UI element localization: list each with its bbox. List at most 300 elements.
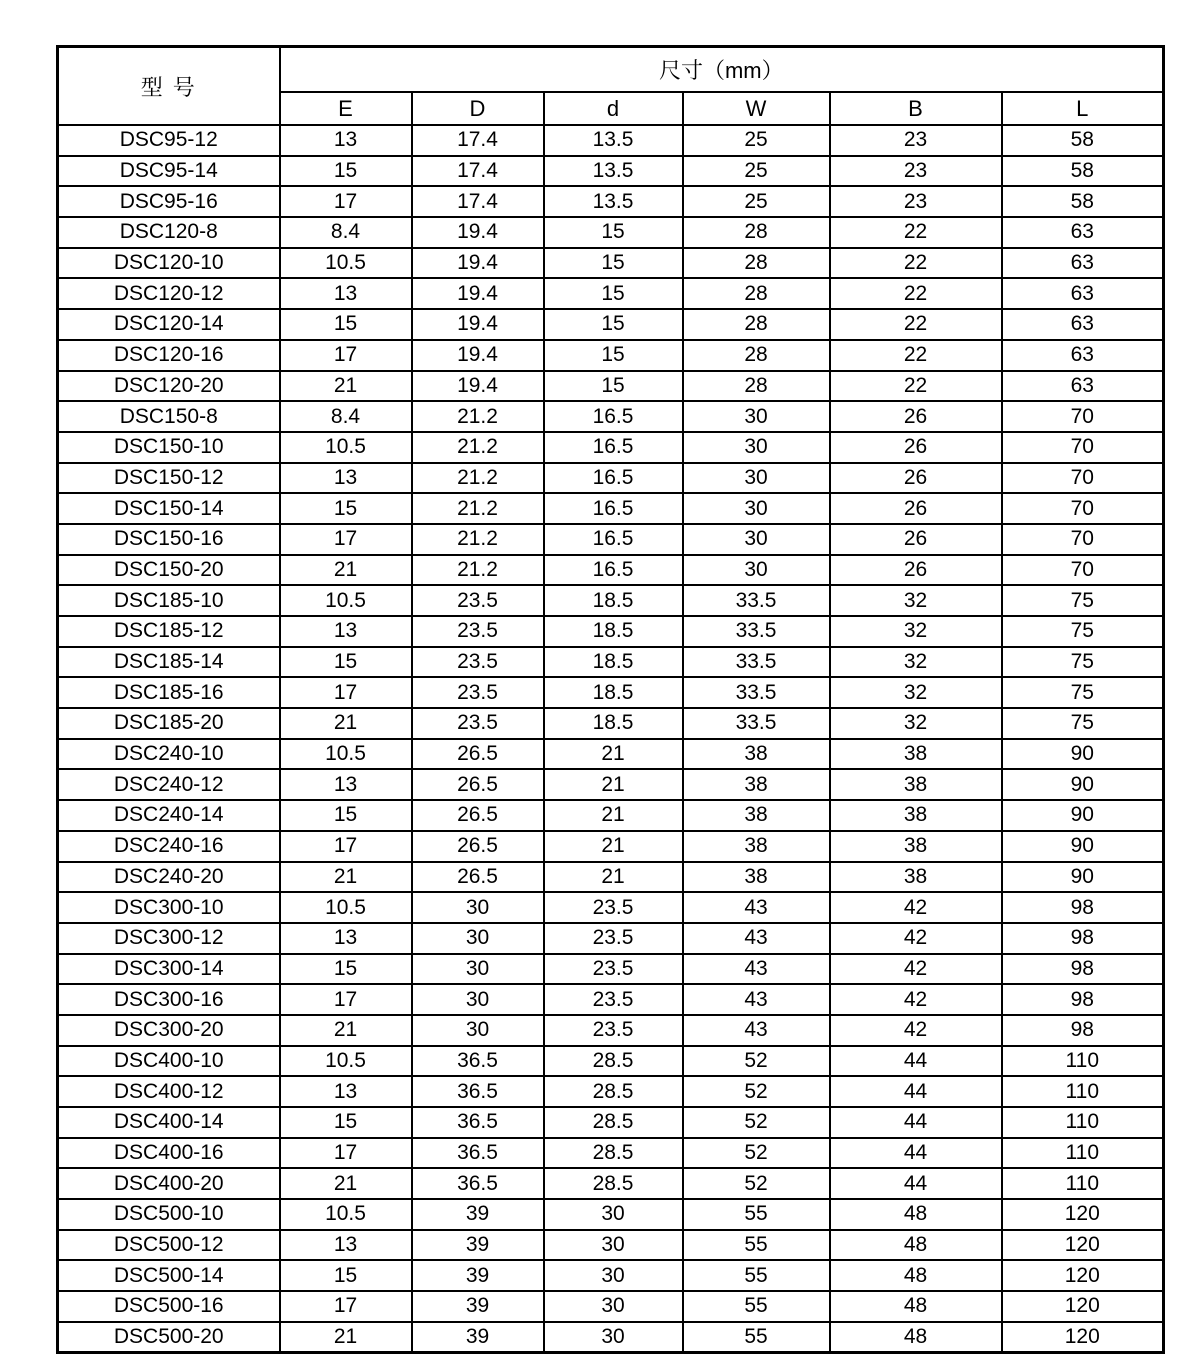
value-cell: 28 [683, 278, 830, 309]
value-cell: 21 [544, 800, 683, 831]
value-cell: 120 [1002, 1260, 1164, 1291]
value-cell: 42 [830, 954, 1002, 985]
value-cell: 26 [830, 493, 1002, 524]
model-column-header: 型 号 [58, 47, 280, 126]
model-cell: DSC185-14 [58, 647, 280, 678]
value-cell: 13 [280, 125, 412, 156]
value-cell: 30 [544, 1230, 683, 1261]
value-cell: 21.2 [412, 524, 544, 555]
value-cell: 33.5 [683, 708, 830, 739]
value-cell: 28.5 [544, 1168, 683, 1199]
value-cell: 52 [683, 1168, 830, 1199]
model-cell: DSC300-14 [58, 954, 280, 985]
value-cell: 21 [280, 1168, 412, 1199]
value-cell: 21 [544, 862, 683, 893]
value-cell: 19.4 [412, 340, 544, 371]
model-cell: DSC240-16 [58, 831, 280, 862]
model-cell: DSC300-20 [58, 1015, 280, 1046]
value-cell: 15 [280, 309, 412, 340]
value-cell: 17 [280, 677, 412, 708]
value-cell: 52 [683, 1138, 830, 1169]
value-cell: 33.5 [683, 647, 830, 678]
table-row [58, 1107, 1164, 1138]
model-cell: DSC500-12 [58, 1230, 280, 1261]
value-cell: 44 [830, 1107, 1002, 1138]
value-cell: 75 [1002, 616, 1164, 647]
value-cell: 13 [280, 616, 412, 647]
value-cell: 30 [544, 1291, 683, 1322]
value-cell: 13 [280, 769, 412, 800]
value-cell: 19.4 [412, 248, 544, 279]
value-cell: 26.5 [412, 800, 544, 831]
table-row [58, 923, 1164, 954]
table-row [58, 555, 1164, 586]
value-cell: 16.5 [544, 463, 683, 494]
value-cell: 23 [830, 156, 1002, 187]
value-cell: 30 [683, 463, 830, 494]
value-cell: 26 [830, 432, 1002, 463]
value-cell: 44 [830, 1076, 1002, 1107]
value-cell: 44 [830, 1046, 1002, 1077]
table-row [58, 769, 1164, 800]
value-cell: 32 [830, 708, 1002, 739]
value-cell: 70 [1002, 432, 1164, 463]
value-cell: 120 [1002, 1291, 1164, 1322]
value-cell: 17 [280, 340, 412, 371]
table-row [58, 340, 1164, 371]
value-cell: 42 [830, 984, 1002, 1015]
model-cell: DSC185-20 [58, 708, 280, 739]
value-cell: 28 [683, 217, 830, 248]
value-cell: 48 [830, 1260, 1002, 1291]
table-row [58, 1322, 1164, 1353]
table-row [58, 1076, 1164, 1107]
value-cell: 70 [1002, 555, 1164, 586]
value-cell: 36.5 [412, 1107, 544, 1138]
value-cell: 110 [1002, 1046, 1164, 1077]
value-cell: 39 [412, 1230, 544, 1261]
value-cell: 38 [830, 769, 1002, 800]
value-cell: 22 [830, 248, 1002, 279]
value-cell: 26 [830, 555, 1002, 586]
value-cell: 63 [1002, 278, 1164, 309]
value-cell: 16.5 [544, 493, 683, 524]
model-cell: DSC185-10 [58, 585, 280, 616]
value-cell: 13 [280, 923, 412, 954]
value-cell: 23.5 [544, 954, 683, 985]
value-cell: 15 [544, 309, 683, 340]
value-cell: 23.5 [544, 984, 683, 1015]
value-cell: 38 [683, 831, 830, 862]
value-cell: 22 [830, 217, 1002, 248]
value-cell: 30 [683, 524, 830, 555]
value-cell: 10.5 [280, 248, 412, 279]
value-cell: 42 [830, 923, 1002, 954]
value-cell: 28.5 [544, 1076, 683, 1107]
value-cell: 75 [1002, 647, 1164, 678]
value-cell: 17 [280, 1291, 412, 1322]
value-cell: 42 [830, 892, 1002, 923]
value-cell: 23 [830, 125, 1002, 156]
value-cell: 120 [1002, 1230, 1164, 1261]
value-cell: 15 [280, 1107, 412, 1138]
value-cell: 43 [683, 954, 830, 985]
table-row [58, 831, 1164, 862]
table-row [58, 186, 1164, 217]
table-row [58, 278, 1164, 309]
model-cell: DSC400-16 [58, 1138, 280, 1169]
value-cell: 23.5 [412, 647, 544, 678]
value-cell: 17 [280, 524, 412, 555]
value-cell: 23.5 [412, 616, 544, 647]
value-cell: 90 [1002, 769, 1164, 800]
value-cell: 90 [1002, 862, 1164, 893]
table-row [58, 125, 1164, 156]
value-cell: 22 [830, 309, 1002, 340]
value-cell: 30 [412, 923, 544, 954]
column-header-d: d [544, 92, 683, 125]
value-cell: 33.5 [683, 677, 830, 708]
value-cell: 98 [1002, 923, 1164, 954]
value-cell: 55 [683, 1322, 830, 1353]
value-cell: 70 [1002, 493, 1164, 524]
value-cell: 21.2 [412, 432, 544, 463]
model-cell: DSC150-12 [58, 463, 280, 494]
value-cell: 13.5 [544, 125, 683, 156]
value-cell: 42 [830, 1015, 1002, 1046]
table-row [58, 401, 1164, 432]
model-cell: DSC240-10 [58, 739, 280, 770]
value-cell: 120 [1002, 1199, 1164, 1230]
table-row [58, 1230, 1164, 1261]
value-cell: 28 [683, 309, 830, 340]
value-cell: 19.4 [412, 309, 544, 340]
model-cell: DSC150-16 [58, 524, 280, 555]
model-cell: DSC400-12 [58, 1076, 280, 1107]
value-cell: 17 [280, 1138, 412, 1169]
value-cell: 32 [830, 616, 1002, 647]
value-cell: 38 [830, 831, 1002, 862]
model-cell: DSC500-14 [58, 1260, 280, 1291]
value-cell: 110 [1002, 1168, 1164, 1199]
model-cell: DSC120-12 [58, 278, 280, 309]
value-cell: 25 [683, 156, 830, 187]
dimension-group-header: 尺寸（mm） [280, 47, 1164, 93]
value-cell: 17.4 [412, 186, 544, 217]
model-cell: DSC240-20 [58, 862, 280, 893]
value-cell: 90 [1002, 739, 1164, 770]
value-cell: 75 [1002, 677, 1164, 708]
value-cell: 48 [830, 1291, 1002, 1322]
value-cell: 23.5 [412, 708, 544, 739]
value-cell: 22 [830, 278, 1002, 309]
value-cell: 21.2 [412, 493, 544, 524]
value-cell: 63 [1002, 248, 1164, 279]
value-cell: 22 [830, 371, 1002, 402]
value-cell: 15 [544, 340, 683, 371]
value-cell: 52 [683, 1046, 830, 1077]
value-cell: 55 [683, 1230, 830, 1261]
value-cell: 70 [1002, 524, 1164, 555]
value-cell: 15 [280, 954, 412, 985]
table-header [58, 47, 1164, 126]
value-cell: 21.2 [412, 555, 544, 586]
model-cell: DSC95-16 [58, 186, 280, 217]
model-cell: DSC95-12 [58, 125, 280, 156]
value-cell: 13 [280, 1076, 412, 1107]
value-cell: 21 [280, 862, 412, 893]
value-cell: 36.5 [412, 1138, 544, 1169]
value-cell: 38 [830, 739, 1002, 770]
value-cell: 30 [544, 1260, 683, 1291]
value-cell: 23.5 [544, 892, 683, 923]
value-cell: 18.5 [544, 616, 683, 647]
value-cell: 21 [544, 769, 683, 800]
value-cell: 38 [830, 800, 1002, 831]
value-cell: 28 [683, 371, 830, 402]
value-cell: 38 [683, 862, 830, 893]
value-cell: 15 [544, 278, 683, 309]
value-cell: 55 [683, 1291, 830, 1322]
value-cell: 98 [1002, 1015, 1164, 1046]
value-cell: 98 [1002, 892, 1164, 923]
table-row [58, 677, 1164, 708]
value-cell: 17 [280, 186, 412, 217]
table-row [58, 524, 1164, 555]
value-cell: 23.5 [544, 1015, 683, 1046]
table-row [58, 432, 1164, 463]
value-cell: 15 [544, 248, 683, 279]
value-cell: 13 [280, 463, 412, 494]
value-cell: 90 [1002, 800, 1164, 831]
value-cell: 43 [683, 892, 830, 923]
table-row [58, 585, 1164, 616]
value-cell: 30 [544, 1199, 683, 1230]
table-row [58, 1015, 1164, 1046]
model-cell: DSC300-12 [58, 923, 280, 954]
column-header-w: W [683, 92, 830, 125]
value-cell: 10.5 [280, 585, 412, 616]
value-cell: 16.5 [544, 432, 683, 463]
value-cell: 110 [1002, 1138, 1164, 1169]
table-row [58, 371, 1164, 402]
value-cell: 63 [1002, 371, 1164, 402]
table-row [58, 984, 1164, 1015]
value-cell: 21 [280, 708, 412, 739]
table-row [58, 1260, 1164, 1291]
value-cell: 15 [280, 647, 412, 678]
column-header-l: L [1002, 92, 1164, 125]
value-cell: 36.5 [412, 1168, 544, 1199]
value-cell: 23 [830, 186, 1002, 217]
value-cell: 32 [830, 647, 1002, 678]
value-cell: 30 [544, 1322, 683, 1353]
value-cell: 28.5 [544, 1046, 683, 1077]
model-cell: DSC150-20 [58, 555, 280, 586]
value-cell: 17 [280, 984, 412, 1015]
value-cell: 36.5 [412, 1076, 544, 1107]
model-cell: DSC120-8 [58, 217, 280, 248]
column-header-d: D [412, 92, 544, 125]
value-cell: 36.5 [412, 1046, 544, 1077]
value-cell: 28 [683, 340, 830, 371]
model-cell: DSC240-14 [58, 800, 280, 831]
value-cell: 39 [412, 1322, 544, 1353]
value-cell: 21 [280, 555, 412, 586]
model-cell: DSC185-12 [58, 616, 280, 647]
value-cell: 90 [1002, 831, 1164, 862]
value-cell: 21 [280, 1322, 412, 1353]
value-cell: 23.5 [412, 585, 544, 616]
model-cell: DSC120-20 [58, 371, 280, 402]
value-cell: 15 [544, 371, 683, 402]
value-cell: 8.4 [280, 217, 412, 248]
table-row [58, 616, 1164, 647]
value-cell: 26 [830, 401, 1002, 432]
value-cell: 21 [280, 371, 412, 402]
value-cell: 75 [1002, 708, 1164, 739]
value-cell: 63 [1002, 217, 1164, 248]
value-cell: 26.5 [412, 739, 544, 770]
model-cell: DSC150-8 [58, 401, 280, 432]
value-cell: 18.5 [544, 708, 683, 739]
value-cell: 13 [280, 1230, 412, 1261]
value-cell: 15 [280, 800, 412, 831]
model-cell: DSC150-10 [58, 432, 280, 463]
value-cell: 23.5 [544, 923, 683, 954]
value-cell: 55 [683, 1260, 830, 1291]
value-cell: 25 [683, 125, 830, 156]
value-cell: 52 [683, 1107, 830, 1138]
model-cell: DSC150-14 [58, 493, 280, 524]
model-cell: DSC400-20 [58, 1168, 280, 1199]
model-cell: DSC120-10 [58, 248, 280, 279]
value-cell: 44 [830, 1168, 1002, 1199]
value-cell: 15 [280, 156, 412, 187]
table-row [58, 708, 1164, 739]
table-row [58, 156, 1164, 187]
table-row [58, 862, 1164, 893]
model-cell: DSC120-16 [58, 340, 280, 371]
value-cell: 13.5 [544, 156, 683, 187]
value-cell: 32 [830, 677, 1002, 708]
value-cell: 120 [1002, 1322, 1164, 1353]
model-cell: DSC400-10 [58, 1046, 280, 1077]
value-cell: 10.5 [280, 1046, 412, 1077]
dimension-spec-table [56, 45, 1165, 1354]
value-cell: 43 [683, 984, 830, 1015]
value-cell: 10.5 [280, 739, 412, 770]
model-cell: DSC240-12 [58, 769, 280, 800]
value-cell: 28.5 [544, 1138, 683, 1169]
model-cell: DSC120-14 [58, 309, 280, 340]
model-cell: DSC300-16 [58, 984, 280, 1015]
table-row [58, 309, 1164, 340]
value-cell: 30 [683, 493, 830, 524]
table-row [58, 217, 1164, 248]
model-cell: DSC500-20 [58, 1322, 280, 1353]
column-header-b: B [830, 92, 1002, 125]
value-cell: 38 [683, 739, 830, 770]
model-cell: DSC300-10 [58, 892, 280, 923]
column-header-e: E [280, 92, 412, 125]
value-cell: 30 [683, 401, 830, 432]
value-cell: 28 [683, 248, 830, 279]
value-cell: 43 [683, 923, 830, 954]
value-cell: 21.2 [412, 463, 544, 494]
table-row [58, 739, 1164, 770]
value-cell: 30 [412, 954, 544, 985]
value-cell: 98 [1002, 984, 1164, 1015]
value-cell: 44 [830, 1138, 1002, 1169]
group-header-row [58, 47, 1164, 93]
value-cell: 52 [683, 1076, 830, 1107]
value-cell: 10.5 [280, 892, 412, 923]
value-cell: 58 [1002, 156, 1164, 187]
value-cell: 30 [683, 432, 830, 463]
value-cell: 21 [544, 739, 683, 770]
model-cell: DSC400-14 [58, 1107, 280, 1138]
value-cell: 21.2 [412, 401, 544, 432]
value-cell: 98 [1002, 954, 1164, 985]
value-cell: 28.5 [544, 1107, 683, 1138]
value-cell: 110 [1002, 1076, 1164, 1107]
table-body [58, 125, 1164, 1353]
value-cell: 32 [830, 585, 1002, 616]
value-cell: 10.5 [280, 432, 412, 463]
table-row [58, 1138, 1164, 1169]
value-cell: 16.5 [544, 555, 683, 586]
value-cell: 26.5 [412, 831, 544, 862]
value-cell: 15 [544, 217, 683, 248]
value-cell: 30 [412, 984, 544, 1015]
value-cell: 13.5 [544, 186, 683, 217]
value-cell: 30 [683, 555, 830, 586]
value-cell: 70 [1002, 463, 1164, 494]
value-cell: 19.4 [412, 217, 544, 248]
table-row [58, 1046, 1164, 1077]
value-cell: 43 [683, 1015, 830, 1046]
value-cell: 33.5 [683, 616, 830, 647]
table-row [58, 954, 1164, 985]
value-cell: 55 [683, 1199, 830, 1230]
value-cell: 48 [830, 1230, 1002, 1261]
value-cell: 21 [280, 1015, 412, 1046]
value-cell: 26 [830, 463, 1002, 494]
value-cell: 22 [830, 340, 1002, 371]
value-cell: 48 [830, 1322, 1002, 1353]
value-cell: 17.4 [412, 156, 544, 187]
value-cell: 39 [412, 1260, 544, 1291]
value-cell: 15 [280, 1260, 412, 1291]
value-cell: 110 [1002, 1107, 1164, 1138]
model-cell: DSC185-16 [58, 677, 280, 708]
value-cell: 13 [280, 278, 412, 309]
table-row [58, 892, 1164, 923]
model-cell: DSC500-16 [58, 1291, 280, 1322]
value-cell: 58 [1002, 125, 1164, 156]
value-cell: 38 [683, 769, 830, 800]
value-cell: 8.4 [280, 401, 412, 432]
value-cell: 48 [830, 1199, 1002, 1230]
value-cell: 18.5 [544, 585, 683, 616]
table-row [58, 1168, 1164, 1199]
value-cell: 10.5 [280, 1199, 412, 1230]
value-cell: 19.4 [412, 371, 544, 402]
value-cell: 18.5 [544, 677, 683, 708]
table-row [58, 800, 1164, 831]
value-cell: 70 [1002, 401, 1164, 432]
